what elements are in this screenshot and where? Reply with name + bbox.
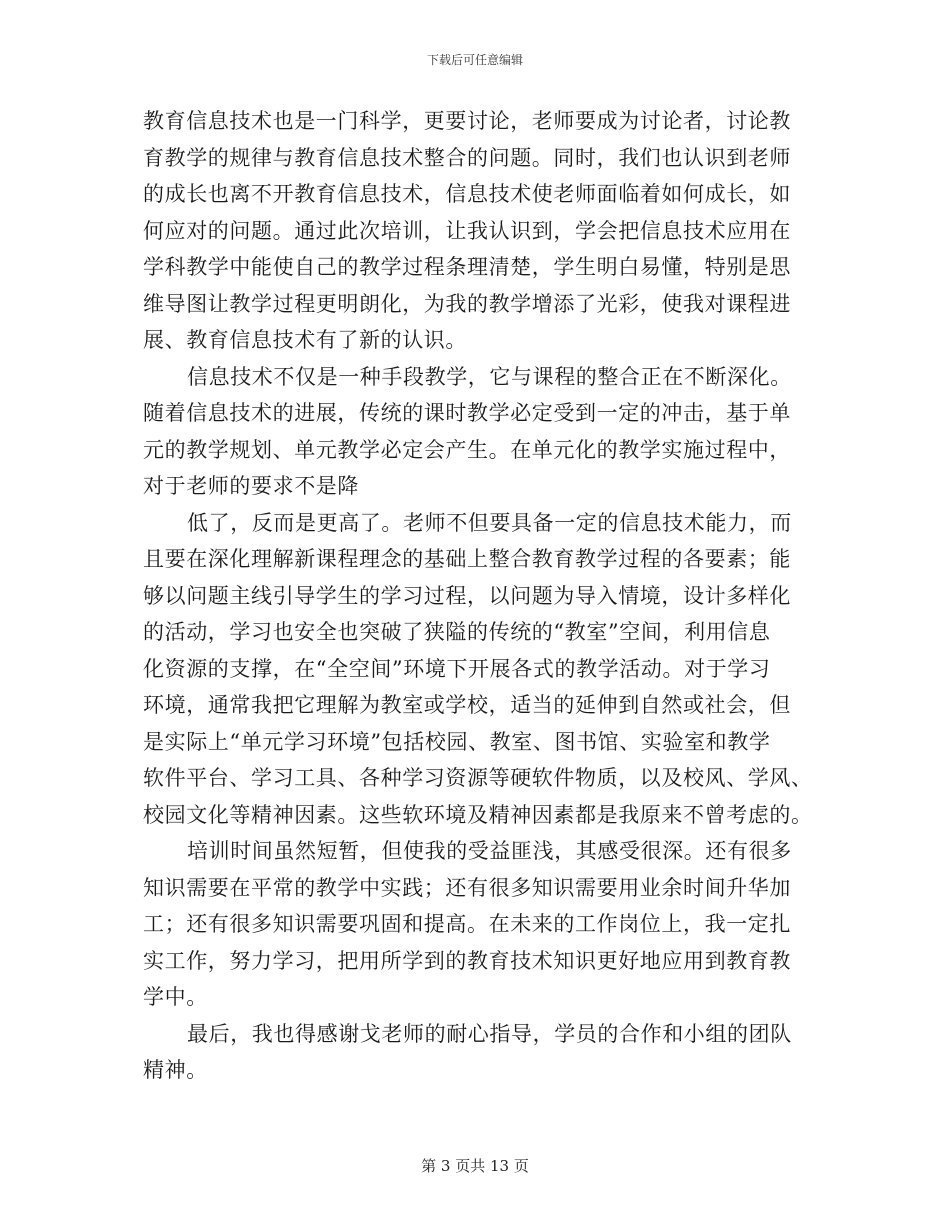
text-line: 精神。 (143, 1058, 208, 1082)
text-line: 的活动，学习也安全也突破了狭隘的传统的“教室”空间，利用信息 (143, 620, 771, 644)
text-line: 知识需要在平常的教学中实践；还有很多知识需要用业余时间升华加 (143, 875, 791, 900)
document-body (143, 103, 813, 1089)
text-line: 展、教育信息技术有了新的认识。 (143, 328, 467, 352)
text-line: 够以问题主线引导学生的学习过程，以问题为导入情境，设计多样化 (143, 583, 791, 608)
text-line: 教育信息技术也是一门科学，更要讨论，老师要成为讨论者，讨论教 (143, 109, 791, 133)
text-line: 是实际上“单元学习环境”包括校园、教室、图书馆、实验室和教学 (143, 729, 771, 754)
text-line: 环境，通常我把它理解为教室或学校，适当的延伸到自然或社会，但 (143, 693, 791, 717)
text-line: 元的教学规划、单元教学必定会产生。在单元化的教学实施过程中， (143, 437, 791, 462)
text-line: 化资源的支撑，在“全空间”环境下开展各式的教学活动。对于学习 (143, 656, 771, 681)
text-line: 对于老师的要求不是降 (143, 474, 359, 498)
text-line: 实工作，努力学习，把用所学到的教育技术知识更好地应用到教育教 (143, 948, 791, 973)
text-line: 培训时间虽然短暂，但使我的受益匪浅，其感受很深。还有很多 (187, 839, 792, 863)
text-line: 低了，反而是更高了。老师不但要具备一定的信息技术能力，而 (187, 510, 792, 535)
text-line: 何应对的问题。通过此次培训，让我认识到，学会把信息技术应用在 (143, 218, 791, 243)
text-line: 且要在深化理解新课程理念的基础上整合教育教学过程的各要素；能 (143, 547, 791, 571)
text-line: 软件平台、学习工具、各种学习资源等硬软件物质，以及校风、学风、 (143, 766, 813, 790)
text-line: 工；还有很多知识需要巩固和提高。在未来的工作岗位上，我一定扎 (143, 912, 791, 936)
text-line: 信息技术不仅是一种手段教学，它与课程的整合正在不断深化。 (187, 364, 792, 389)
page-header: 下载后可任意编辑 (426, 53, 523, 67)
text-line: 学中。 (143, 985, 208, 1009)
text-line: 校园文化等精神因素。这些软环境及精神因素都是我原来不曾考虑的。 (143, 802, 813, 827)
text-line: 随着信息技术的进展，传统的课时教学必定受到一定的冲击，基于单 (143, 401, 791, 425)
text-line: 学科教学中能使自己的教学过程条理清楚，学生明白易懂，特别是思 (143, 255, 791, 279)
page-number-footer: 第 3 页共 13 页 (421, 1157, 529, 1175)
text-line: 最后，我也得感谢戈老师的耐心指导，学员的合作和小组的团队 (187, 1021, 792, 1046)
text-line: 的成长也离不开教育信息技术，信息技术使老师面临着如何成长，如 (143, 182, 791, 206)
text-line: 维导图让教学过程更明朗化，为我的教学增添了光彩，使我对课程进 (143, 291, 791, 316)
text-line: 育教学的规律与教育信息技术整合的问题。同时，我们也认识到老师 (143, 145, 791, 170)
